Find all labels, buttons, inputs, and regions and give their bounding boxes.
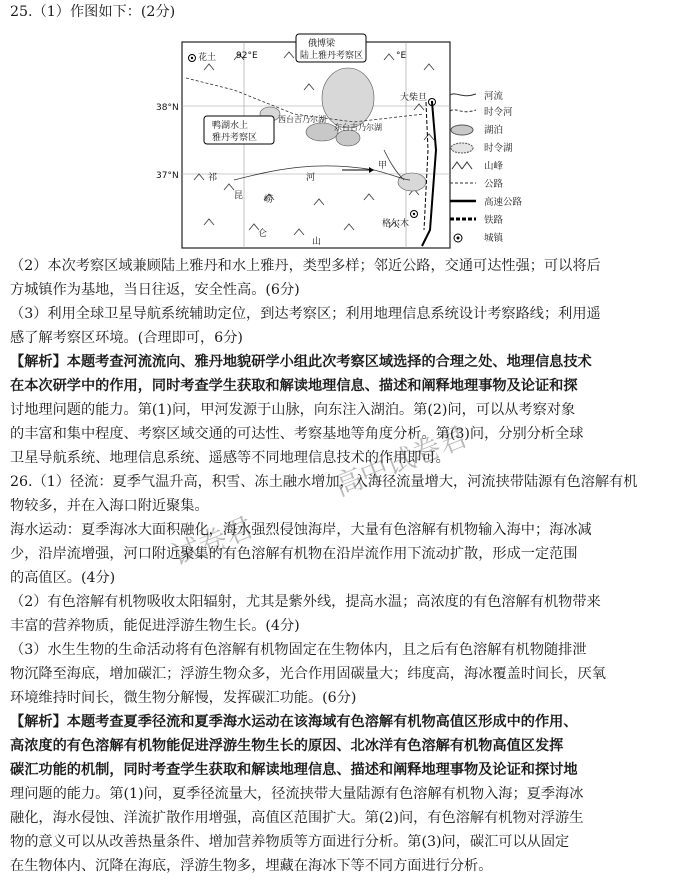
label-range-5: 崂 — [264, 195, 274, 205]
q26-p3-line3: 环境维持时间长，微生物分解慢，发挥碳汇功能。(6分) — [10, 690, 357, 706]
legend-seasonal-lake: 时令湖 — [448, 140, 558, 154]
callout-land-1: 俄博梁 — [308, 39, 336, 49]
q25-title: 25.（1）作图如下：(2分) — [10, 4, 176, 20]
watermark-2: 试卷君 — [167, 510, 258, 573]
label-dachaidan: 大柴旦 — [400, 93, 428, 103]
map-frame — [182, 42, 450, 248]
legend-railway: 铁路 — [484, 215, 504, 226]
label-range-3: 仑 — [258, 229, 268, 239]
label-lat-bottom: 37°N — [156, 171, 179, 181]
legend-seasonal-river: 时令河 — [448, 104, 558, 118]
callout-water-1: 鸭湖水上 — [212, 121, 249, 131]
legend-road: 公路 — [484, 179, 504, 190]
q26-p1-line1: 26.（1）径流：夏季气温升高，积雪、冻土融水增加，入海径流量增大，河流挟带陆源有色溶解有机 — [10, 474, 638, 490]
legend-town: 城镇 — [448, 230, 558, 244]
q26-analysis-line5: 融化，海水侵蚀、洋流扩散作用增强，高值区范围扩大。第(2)问，有色溶解有机物对浮游生 — [10, 810, 584, 826]
legend-river: 河流 — [448, 88, 558, 102]
q26-p2-line2: 丰富的营养物质，能促进浮游生物生长。(4分) — [10, 618, 300, 634]
label-east-lake: 东台吉乃尔湖 — [334, 123, 382, 132]
callout-water-2: 雅丹考察区 — [212, 133, 258, 143]
map-legend — [448, 88, 548, 248]
map-figure — [156, 30, 466, 248]
lake-east — [336, 130, 360, 146]
q26-analysis-line7: 在生物体内、沉降在海底，浮游生物多，埋藏在海冰下等不同方面进行分析。 — [10, 858, 493, 874]
map-svg — [156, 30, 466, 248]
lake-south-east — [398, 173, 426, 191]
q26-p1-line2: 物较多，并在入海口附近聚集。 — [10, 498, 209, 514]
label-lon-left: 92°E — [236, 51, 258, 61]
q26-p3-line1: （3）水生生物的生命活动将有色溶解有机物固定在生物体内，且之后有色溶解有机物随排泄 — [10, 642, 587, 658]
q26-p2-line1: （2）有色溶解有机物吸收太阳辐射，尤其是紫外线，提高水温；高浓度的有色溶解有机物带来 — [10, 594, 601, 610]
watermark-1: 高中试卷君 — [329, 419, 472, 503]
railway — [424, 102, 428, 230]
callout-land-2: 陆上雅丹考察区 — [300, 51, 364, 61]
q26-analysis-line3: 碳汇功能的机制，同时考查学生获取和解读地理信息、描述和阐释地理事物及论证和探讨地 — [10, 762, 578, 778]
legend-lake: 湖泊 — [448, 122, 558, 136]
q25-analysis-line4: 的丰富和集中程度、考察区域交通的可达性、考察基地等角度分析。第(3)问，分别分析全球 — [10, 426, 584, 442]
q26-p1-line3: 海水运动：夏季海冰大面积融化，海水强烈侵蚀海岸，大量有色溶解有机物输入海中；海冰减 — [10, 522, 592, 538]
label-jia: 甲 — [378, 161, 388, 171]
q26-p1-line4: 少，沿岸流增强，河口附近聚集的有色溶解有机物在沿岸流作用下流动扩散，形成一定范围 — [10, 546, 578, 562]
q25-p3-line2: 感了解考察区环境。(合理即可，6分) — [10, 330, 243, 346]
label-lat-top: 38°N — [156, 103, 179, 113]
label-range-2: 昆 — [234, 191, 244, 201]
q26-analysis-line2: 高浓度的有色溶解有机物能促进浮游生物生长的原因、北冰洋有色溶解有机物高值区发挥 — [10, 738, 564, 754]
label-lon-right: °E — [396, 51, 407, 61]
q25-analysis-line1: 【解析】本题考查河流流向、雅丹地貌研学小组此次考察区域选择的合理之处、地理信息技术 — [10, 354, 592, 370]
q25-p2-line2: 方城镇作为基地，当日往返，安全性高。(6分) — [10, 282, 300, 298]
q26-p3-line2: 物沉降至海底，增加碳汇；浮游生物众多，光合作用固碳量大；纬度高，海冰覆盖时间长，厌氧 — [10, 666, 606, 682]
q25-analysis-line5: 卫星导航系统、地理信息系统、遥感等不同地理信息技术的作用即可。 — [10, 450, 450, 466]
label-west-lake: 西台吉乃尔湖 — [278, 115, 326, 124]
q26-p1-line5: 的高值区。(4分) — [10, 570, 116, 586]
label-golmud: 格尔木 — [382, 219, 410, 229]
q25-p2-line1: （2）本次考察区域兼顾陆上雅丹和水上雅丹，类型多样；邻近公路，交通可达性强；可以将后 — [10, 258, 601, 274]
label-huaitu: 花土 — [198, 53, 217, 63]
label-he: 河 — [306, 173, 316, 183]
q25-p3-line1: （3）利用全球卫星导航系统辅助定位，到达考察区；利用地理信息系统设计考察路线；利用遥 — [10, 306, 601, 322]
label-range-4: 山 — [312, 237, 322, 247]
q26-analysis-line1: 【解析】本题考查夏季径流和夏季海水运动在该海域有色溶解有机物高值区形成中的作用、 — [10, 714, 578, 730]
q25-analysis-line2: 在本次研学中的作用，同时考查学生获取和解读地理信息、描述和阐释地理事物及论证和探 — [10, 378, 578, 394]
q25-analysis-line3: 讨地理问题的能力。第(1)问，甲河发源于山脉，向东注入湖泊。第(2)问，可以从考察对象 — [10, 402, 576, 418]
legend-highway: 高速公路 — [484, 197, 523, 208]
legend-mountain: 山峰 — [448, 158, 558, 172]
q26-analysis-line6: 物的意义可以从改善热量条件、增加营养物质等方面进行分析。第(3)问，碳汇可以从固定 — [10, 834, 570, 850]
q26-analysis-line4: 理问题的能力。第(1)问，夏季径流量大，径流挟带大量陆源有色溶解有机物入海；夏季海冰 — [10, 786, 584, 802]
label-range-1: 祁 — [208, 173, 218, 183]
